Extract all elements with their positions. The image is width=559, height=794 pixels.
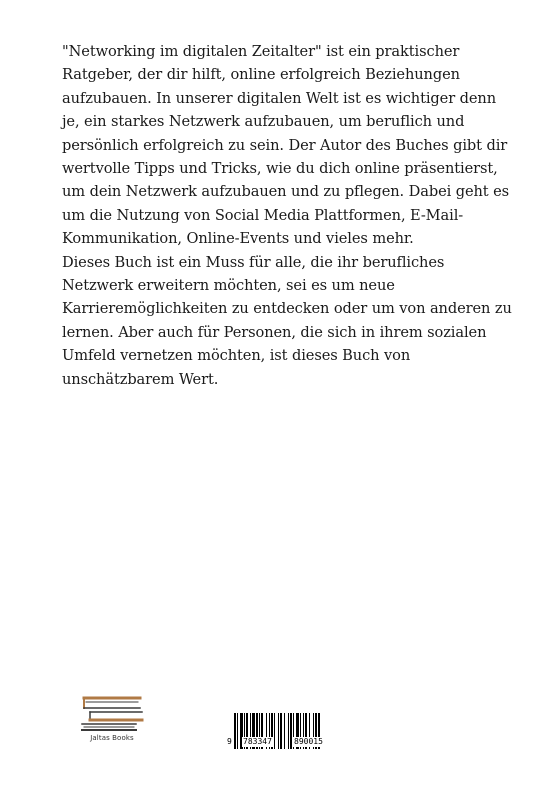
barcode-digits-left: 783347 [243,737,272,746]
stacked-books-icon [76,688,148,734]
barcode-digit-first: 9 [227,737,232,746]
barcode-digits-right: 890015 [294,737,323,746]
description-paragraph-1: "Networking im digitalen Zeitalter" ist ein praktischer Ratgeber, der dir hilft, online erfolgreich Beziehungen aufzubauen. In unserer digitalen Welt ist es wichtiger denn je, ein starkes Netzwerk aufzubauen, um beruflich und persönlich erfolgreich zu sein. Der Autor des Buches gibt dir wertvolle Tipps und Tricks, wie du dich online präsentierst, um dein Netzwerk aufzubauen und zu pflegen. Dabei geht es um die Nutzung von Social Media Plattformen, E-Mail-Kommunikation, Online-Events und vieles mehr. [62,43,510,248]
barcode-digits [226,737,338,749]
publisher-name: Jaltas Books [90,734,134,742]
back-cover-description [62,40,512,391]
description-paragraph-2: Dieses Buch ist ein Muss für alle, die ihr berufliches Netzwerk erweitern möchten, sei es um neue Karrieremöglichkeiten zu entdecken oder um von anderen zu lernen. Aber auch für Personen, die sich in ihrem sozialen Umfeld vernetzen möchten, ist dieses Buch von unschätzbarem Wert. [62,253,512,388]
